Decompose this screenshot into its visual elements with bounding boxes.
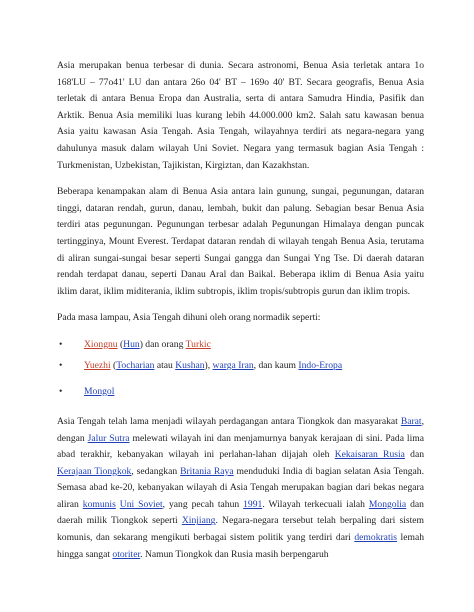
link-kekaisaran-rusia[interactable]: Kekaisaran Rusia bbox=[334, 449, 405, 461]
text: lemah hingga sangat bbox=[57, 532, 425, 560]
nomad-list bbox=[57, 337, 424, 400]
text: . Negara-negara tersebut telah berpaling dari sistem komunis, dan sekarang mengikuti berbagai sistem politik yang terdiri dari bbox=[57, 515, 425, 544]
paragraph-trade-history bbox=[57, 414, 424, 563]
list-item bbox=[57, 337, 424, 353]
link-mongol[interactable]: Mongol bbox=[84, 385, 115, 397]
list-item bbox=[57, 384, 424, 400]
text: . Namun Tiongkok dan Rusia masih berpengaruh bbox=[140, 548, 329, 560]
link-uni-soviet[interactable]: Uni Soviet bbox=[119, 498, 163, 510]
text: dan daerah milik Tiongkok seperti bbox=[57, 498, 424, 527]
text: menduduki India di bagian selatan Asia Tengah. Semasa abad ke-20, kebanyakan wilayah di Asia Tengah merupakan bagian dari bekas negara aliran bbox=[57, 465, 424, 510]
link-kushan[interactable]: Kushan bbox=[175, 359, 205, 371]
text: , yang pecah tahun bbox=[162, 498, 244, 510]
bullet-icon: • bbox=[59, 359, 63, 371]
text: ) dan orang bbox=[139, 338, 186, 350]
text: , sedangkan bbox=[131, 465, 181, 477]
paragraph-asia-intro: Asia merupakan benua terbesar di dunia. Secara astronomi, Benua Asia terletak antara 1o 168'LU – 77o41' LU dan antara 26o 04' BT – 169o 40' BT. Secara geografis, Benua Asia terletak di antara Benua Eropa dan Australia, serta di antara Samudra Hindia, Pasifik dan Arktik. Benua Asia memiliki luas kurang lebih 44.000.000 km2. Salah satu kawasan benua Asia yaitu kawasan Asia Tengah. Asia Tengah, wilayahnya terdiri ats negara-negara yang dahulunya masuk dalam wilayah Uni Soviet. Negara yang termasuk bagian Asia Tengah : Turkmenistan, Uzbekistan, Tajikistan, Kirgiztan, dan Kazakhstan. bbox=[57, 60, 424, 171]
link-yuezhi[interactable]: Yuezhi bbox=[84, 359, 111, 371]
link-1991[interactable]: 1991 bbox=[243, 498, 263, 510]
link-jalur-sutra[interactable]: Jalur Sutra bbox=[87, 432, 130, 444]
text: ( bbox=[110, 359, 117, 371]
link-turkic[interactable]: Turkic bbox=[185, 338, 211, 350]
link-warga-iran[interactable]: warga Iran bbox=[212, 359, 254, 371]
link-otoriter[interactable]: otoriter bbox=[112, 548, 141, 560]
bullet-icon: • bbox=[59, 385, 63, 397]
link-indo-eropa[interactable]: Indo-Eropa bbox=[298, 359, 343, 371]
text: melewati wilayah ini dan menjamurnya banyak kerajaan di sini. Pada lima abad terakhir, kebanyakan wilayah ini perlahan-lahan dijajah oleh bbox=[57, 432, 424, 461]
link-demokratis[interactable]: demokratis bbox=[354, 532, 398, 544]
link-xinjiang[interactable]: Xinjiang bbox=[181, 515, 216, 527]
text: dan bbox=[404, 449, 424, 461]
link-hun[interactable]: Hun bbox=[123, 338, 140, 350]
link-xiongnu[interactable]: Xiongnu bbox=[84, 338, 118, 350]
paragraph-nomads-intro: Pada masa lampau, Asia Tengah dihuni oleh orang normadik seperti: bbox=[57, 312, 321, 324]
link-mongolia[interactable]: Mongolia bbox=[368, 498, 407, 510]
text: ), bbox=[204, 359, 213, 371]
link-tocharian[interactable]: Tocharian bbox=[116, 359, 155, 371]
text: . Wilayah terkecuali ialah bbox=[262, 498, 369, 510]
list-item bbox=[57, 358, 424, 374]
link-komunis[interactable]: komunis bbox=[82, 498, 116, 510]
link-kerajaan-tiongkok[interactable]: Kerajaan Tiongkok bbox=[57, 465, 132, 477]
text: Asia Tengah telah lama menjadi wilayah perdagangan antara Tiongkok dan masyarakat bbox=[57, 415, 401, 427]
text: , dan kaum bbox=[253, 359, 299, 371]
text: , dengan bbox=[57, 415, 424, 444]
text: atau bbox=[154, 359, 176, 371]
link-britania-raya[interactable]: Britania Raya bbox=[180, 465, 234, 477]
link-barat[interactable]: Barat bbox=[400, 415, 422, 427]
text: ( bbox=[117, 338, 124, 350]
paragraph-natural-features: Beberapa kenampakan alam di Benua Asia antara lain gunung, sungai, pegunungan, dataran tinggi, dataran rendah, gurun, danau, lembah, bukit dan palung. Sebagian besar Benua Asia terdiri atas pegunungan. Pegunungan terbesar adalah Pegunungan Himalaya dengan puncak tertingginya, Mount Everest. Terdapat dataran rendah di wilayah tengah Benua Asia, terutama di aliran sungai-sungai besar seperti Sungai gangga dan Sungai Yng Tse. Di daerah dataran rendah terdapat danau, seperti Danau Aral dan Baikal. Beberapa iklim di Benua Asia yaitu iklim darat, iklim miditerania, iklim subtropis, iklim tropis/subtropis gurun dan iklim tropis. bbox=[57, 186, 424, 297]
bullet-icon: • bbox=[59, 338, 63, 350]
